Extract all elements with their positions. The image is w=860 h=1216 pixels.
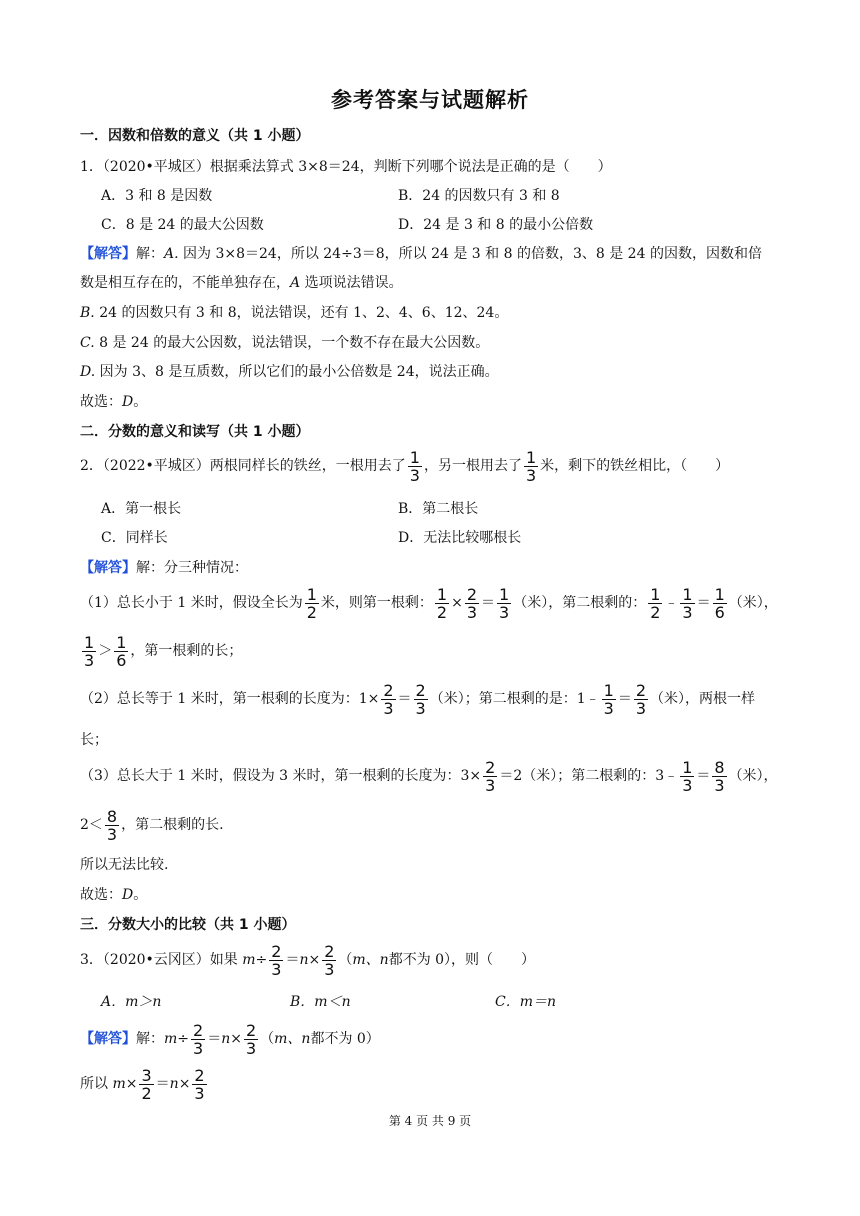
q2-stem (80, 446, 729, 486)
q1-answer-c (80, 333, 489, 353)
q1-option-b: B．24 的因数只有 3 和 8 (398, 188, 560, 204)
q3-stem: 3．（2020•云冈区）如果 m÷ $\frac{2}{3}$ ＝n× $\frac{2}{3}$ （m、n都不为 0），则（ ） (80, 941, 536, 979)
fraction: $\frac{2}{3}$ (466, 584, 478, 622)
fraction: $\frac{1}{6}$ (714, 584, 725, 622)
q2-case-3: （3）总长大于 1 米时，假设为 3 米时，第一根剩的长度为：3× $\frac{2}{3}$ ＝2（米）；第二根剩的：3﹣ $\frac{1}{3}$ ＝ $\frac{8}{3}$ （米）， (80, 757, 778, 795)
q2-case-1-compare: $\frac{1}{3}$ ＞ $\frac{1}{6}$ ，第一根剩的长； (84, 632, 243, 670)
fraction: $\frac{1}{3}$ (682, 757, 693, 795)
answer-tag: 【解答】 (80, 1031, 136, 1047)
q2-case-2: （2）总长等于 1 米时，第一根剩的长度为：1× $\frac{2}{3}$ ＝ $\frac{2}{3}$ （米）；第二根剩的是：1﹣ $\frac{1}{3}$ ＝ $\frac{2}{3}$ （米），两根一样 (80, 680, 756, 718)
q3-so: 所以 m× $\frac{3}{2}$ ＝n× $\frac{2}{3}$ (80, 1065, 205, 1103)
answer-text: D. (80, 364, 96, 380)
q2-case-1: （1）总长小于 1 米时，假设全长为 $\frac{1}{2}$ 米，则第一根剩： $\frac{1}{2}$ × $\frac{2}{3}$ ＝ $\frac{1}{3}$ （米），第二根剩的： $\frac{1}{2}$ ﹣ $\frac{1}{3}$ ＝ $\frac{1}{6}$ （米）， (80, 584, 778, 622)
q2-answer-intro (80, 558, 248, 578)
fraction: $\frac{2}{3}$ (193, 1020, 204, 1058)
q1-option-d: D．24 是 3 和 8 的最小公倍数 (398, 217, 594, 233)
q1-option-a: A．3 和 8 是因数 (101, 188, 213, 204)
q1-stem: 1．（2020•平城区）根据乘法算式 3×8＝24，判断下列哪个说法是正确的是（ ） (80, 159, 612, 175)
answer-text: 数是相互存在的，不能单独存在， (80, 275, 290, 291)
answer-text: B. (80, 305, 95, 321)
fraction: $\frac{8}{3}$ (106, 806, 118, 844)
question-text: ，另一根用去了 (423, 458, 522, 474)
q2-case-3-compare: 2＜ $\frac{8}{3}$ ，第二根剩的长. (80, 806, 224, 844)
q3-option-b: B．m＜n (290, 994, 351, 1010)
q1-answer-line-1 (80, 244, 762, 264)
fraction: $\frac{1}{3}$ (603, 680, 614, 718)
fraction: $\frac{1}{2}$ (306, 584, 317, 622)
q1-answer-d (80, 362, 499, 382)
answer-text: 故选： (80, 394, 122, 410)
q3-option-c: C．m＝n (495, 994, 557, 1010)
answer-text: 选项说法错误。 (300, 275, 403, 291)
fraction: $\frac{2}{3}$ (245, 1020, 257, 1058)
fraction: $\frac{8}{3}$ (714, 757, 725, 795)
q2-option-a: A．第一根长 (101, 501, 182, 517)
fraction: $\frac{1}{3}$ (409, 447, 420, 485)
fraction: $\frac{2}{3}$ (485, 757, 496, 795)
fraction: $\frac{2}{3}$ (194, 1065, 205, 1103)
answer-text: 因为 3、8 是互质数，所以它们的最小公倍数是 24，说法正确。 (95, 364, 499, 380)
fraction: $\frac{3}{2}$ (141, 1065, 152, 1103)
fraction: $\frac{1}{3}$ (525, 447, 537, 485)
question-text: 米，剩下的铁丝相比，（ ） (540, 458, 730, 474)
answer-tag: 【解答】 (80, 246, 136, 262)
q3-answer: 【解答】解：m÷ $\frac{2}{3}$ ＝n× $\frac{2}{3}$ （m、n都不为 0） (80, 1020, 380, 1058)
answer-text: A. (164, 246, 179, 262)
fraction: $\frac{1}{3}$ (499, 584, 510, 622)
fraction: $\frac{1}{3}$ (84, 632, 95, 670)
fraction: $\frac{2}{3}$ (415, 680, 426, 718)
q2-option-c: C．同样长 (101, 530, 168, 546)
q2-conclusion: 所以无法比较. (80, 857, 169, 873)
answer-text: 因为 3×8＝24，所以 24÷3＝8，所以 24 是 3 和 8 的倍数，3、8 是 24 的因数，因数和倍 (178, 246, 762, 262)
answer-tag: 【解答】 (80, 560, 136, 576)
answer-text: C. (80, 335, 95, 351)
answer-text: 。 (133, 394, 148, 410)
fraction: $\frac{2}{3}$ (383, 680, 394, 718)
page-footer: 第 4 页 共 9 页 (388, 1114, 472, 1128)
fraction: $\frac{2}{3}$ (635, 680, 647, 718)
answer-text: 24 的因数只有 3 和 8，说法错误，还有 1、2、4、6、12、24。 (94, 305, 509, 321)
fraction: $\frac{1}{2}$ (436, 584, 448, 622)
fraction: $\frac{2}{3}$ (271, 941, 282, 979)
q2-case-2-end: 长； (80, 732, 108, 748)
q3-option-a: A．m＞n (101, 994, 162, 1010)
section-heading-3: 三．分数大小的比较（共 1 小题） (80, 917, 296, 933)
question-text: 2．（2022•平城区）两根同样长的铁丝，一根用去了 (80, 458, 406, 474)
q2-option-d: D．无法比较哪根长 (398, 530, 522, 546)
q2-option-b: B．第二根长 (398, 501, 479, 517)
q1-selection (80, 392, 147, 412)
q1-answer-line-2 (80, 273, 403, 293)
answer-text: 8 是 24 的最大公因数，说法错误，一个数不存在最大公因数。 (94, 335, 490, 351)
q1-option-c: C．8 是 24 的最大公因数 (101, 217, 264, 233)
fraction: $\frac{2}{3}$ (324, 941, 335, 979)
fraction: $\frac{1}{3}$ (682, 584, 693, 622)
page-title: 参考答案与试题解析 (331, 88, 529, 112)
section-heading-2: 二．分数的意义和读写（共 1 小题） (80, 424, 310, 440)
fraction: $\frac{1}{6}$ (116, 632, 127, 670)
q2-selection: 故选：D。 (80, 887, 148, 903)
section-heading-1: 一．因数和倍数的意义（共 1 小题） (80, 128, 310, 144)
q1-answer-b (80, 303, 508, 323)
answer-text: 解： (136, 246, 164, 262)
answer-text: A (290, 275, 301, 291)
fraction: $\frac{1}{2}$ (650, 584, 661, 622)
answer-text: 解：分三种情况： (136, 560, 248, 576)
answer-text: D (122, 394, 134, 410)
